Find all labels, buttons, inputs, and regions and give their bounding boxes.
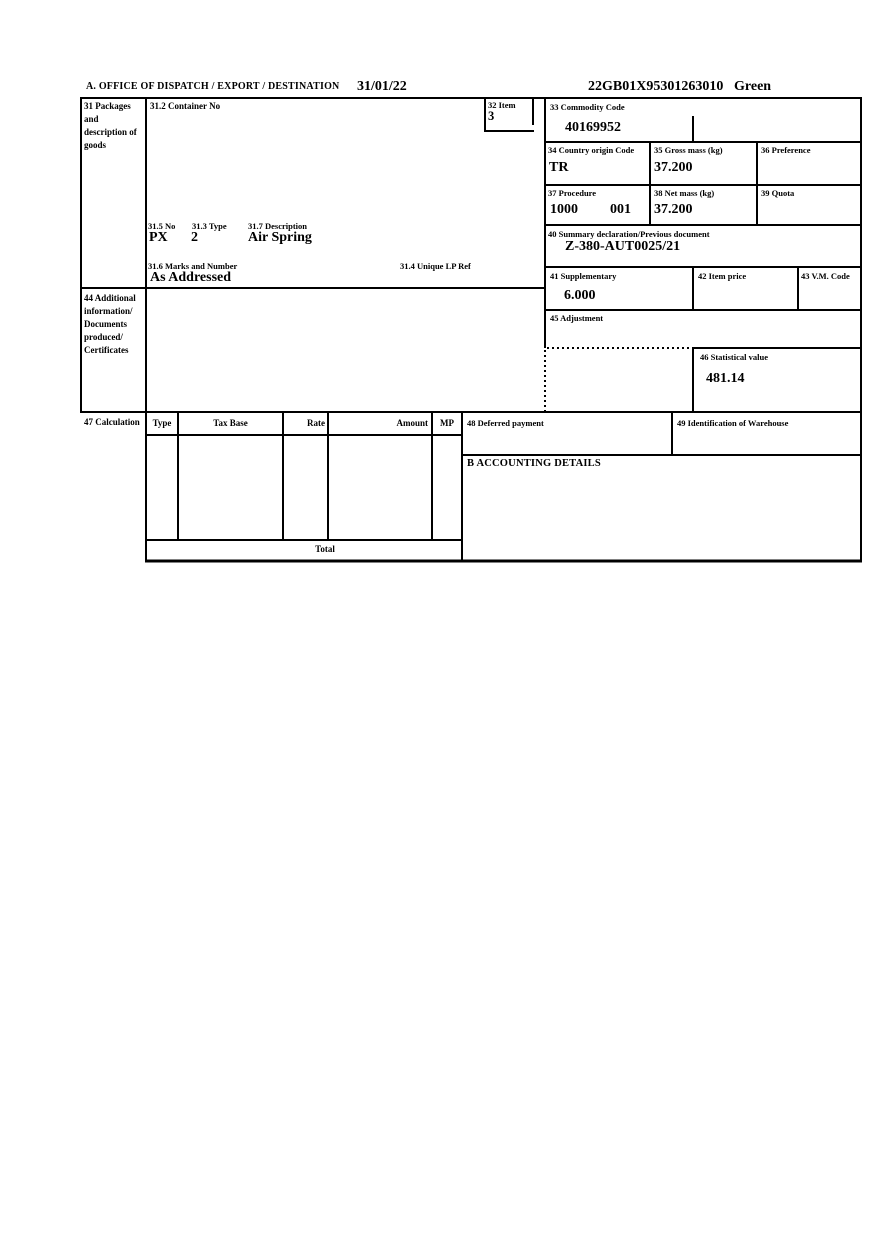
- office-of-dispatch-label: A. OFFICE OF DISPATCH / EXPORT / DESTINATION: [86, 81, 340, 92]
- box40-summary-declaration-value: Z-380-AUT0025/21: [565, 239, 681, 254]
- box49-warehouse-label: 49 Identification of Warehouse: [677, 418, 789, 428]
- movement-reference-number: 22GB01X95301263010: [588, 79, 724, 94]
- box31-6-marks-label: 31.6 Marks and Number: [148, 261, 238, 271]
- calc-col-rate: Rate: [307, 418, 325, 428]
- box31-7-description-value: Air Spring: [248, 230, 312, 245]
- box32-item-label: 32 Item: [488, 100, 516, 110]
- box40-summary-declaration-label: 40 Summary declaration/Previous document: [548, 229, 710, 239]
- calc-col-amount: Amount: [396, 418, 428, 428]
- box31-packages-label: 31 Packages and description of goods: [84, 101, 137, 151]
- calc-col-type: Type: [152, 418, 172, 428]
- box37-procedure-label: 37 Procedure: [548, 188, 597, 198]
- box46-statistical-value: 481.14: [706, 371, 745, 386]
- box33-commodity-code-label: 33 Commodity Code: [550, 102, 625, 112]
- box35-gross-mass-label: 35 Gross mass (kg): [654, 145, 723, 155]
- box46-statistical-value-label: 46 Statistical value: [700, 352, 768, 362]
- box34-country-origin-label: 34 Country origin Code: [548, 145, 635, 155]
- box31-5-no-value: PX: [149, 230, 168, 245]
- box35-gross-mass-value: 37.200: [654, 160, 693, 175]
- declaration-date: 31/01/22: [357, 79, 407, 94]
- box37-procedure-value-2: 001: [610, 202, 631, 217]
- routing-indicator: Green: [734, 79, 772, 94]
- box31-4-unique-lp-ref-label: 31.4 Unique LP Ref: [400, 261, 471, 271]
- box47-calculation-label: 47 Calculation: [84, 417, 140, 427]
- calc-total-label: Total: [315, 544, 335, 554]
- box41-supplementary-label: 41 Supplementary: [550, 271, 617, 281]
- box37-procedure-value-1: 1000: [550, 202, 578, 217]
- box38-net-mass-label: 38 Net mass (kg): [654, 188, 715, 198]
- box39-quota-label: 39 Quota: [761, 188, 795, 198]
- box33-commodity-code-value: 40169952: [565, 120, 621, 135]
- box41-supplementary-value: 6.000: [564, 288, 596, 303]
- calc-col-tax-base: Tax Base: [213, 418, 248, 428]
- box38-net-mass-value: 37.200: [654, 202, 693, 217]
- box32-item-value: 3: [488, 109, 495, 123]
- box48-deferred-payment-label: 48 Deferred payment: [467, 418, 544, 428]
- box31-5-no-label: 31.5 No: [148, 221, 176, 231]
- box42-item-price-label: 42 Item price: [698, 271, 747, 281]
- box31-3-type-label: 31.3 Type: [192, 221, 227, 231]
- box31-6-marks-value: As Addressed: [150, 270, 232, 285]
- box34-country-origin-value: TR: [549, 160, 569, 175]
- box31-3-type-value: 2: [191, 230, 198, 245]
- box31-7-description-label: 31.7 Description: [248, 221, 308, 231]
- box43-vm-code-label: 43 V.M. Code: [801, 271, 850, 281]
- box44-additional-information-label: 44 Additional information/ Documents produced/ Certificates: [84, 293, 136, 356]
- accounting-details-label: B ACCOUNTING DETAILS: [467, 458, 601, 469]
- box45-adjustment-label: 45 Adjustment: [550, 313, 604, 323]
- calc-col-mp: MP: [440, 418, 454, 428]
- box36-preference-label: 36 Preference: [761, 145, 811, 155]
- box31-2-container-no-label: 31.2 Container No: [150, 101, 221, 111]
